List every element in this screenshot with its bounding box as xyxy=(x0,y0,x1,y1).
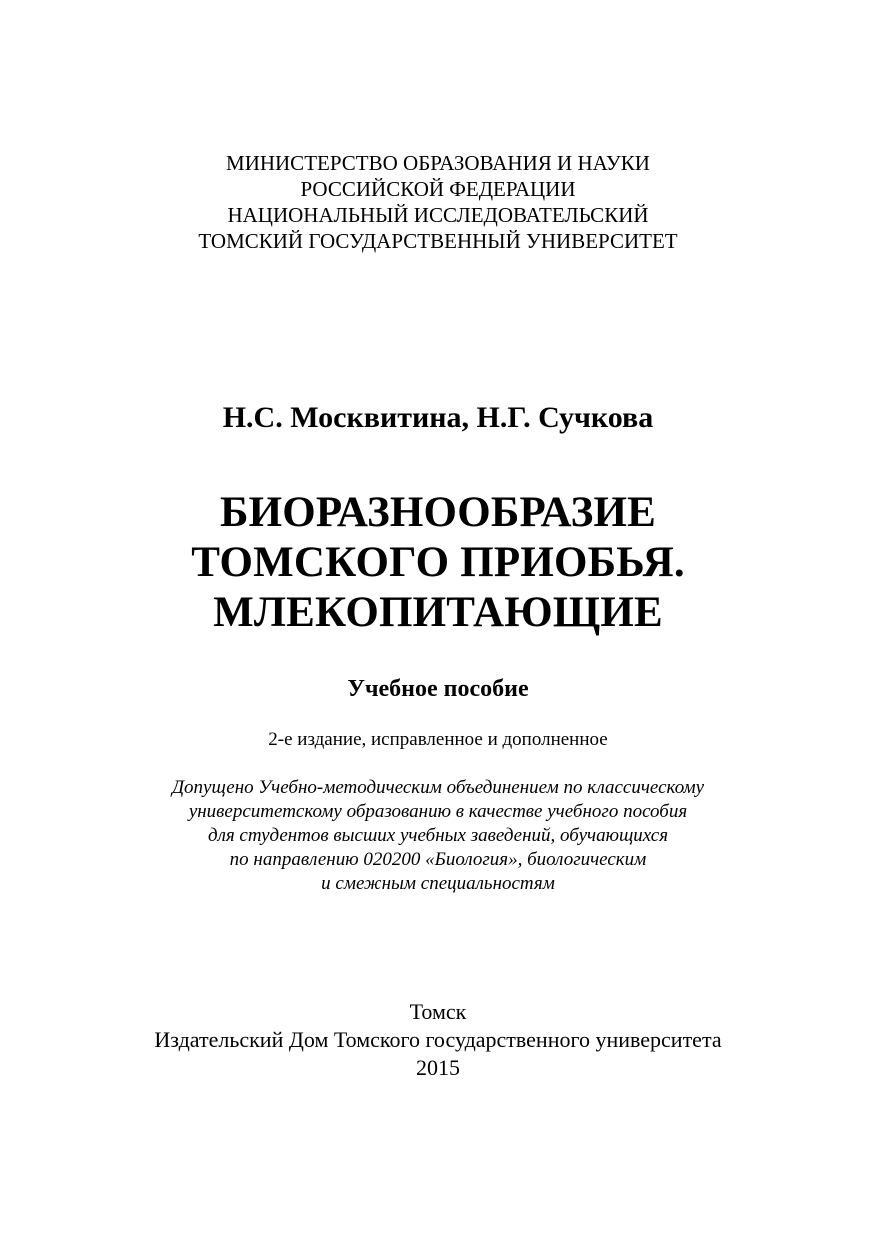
approval-line: Допущено Учебно-методическим объединением по классическому xyxy=(171,777,705,798)
imprint-year: 2015 xyxy=(416,1055,460,1080)
book-title-line: БИОРАЗНООБРАЗИЕ xyxy=(219,489,657,536)
imprint-publisher: Издательский Дом Томского государственного университета xyxy=(154,1027,722,1052)
edition-note xyxy=(0,728,876,752)
book-title xyxy=(0,488,876,638)
institution-line: МИНИСТЕРСТВО ОБРАЗОВАНИЯ И НАУКИ xyxy=(226,151,650,175)
edition-text: 2-е издание, исправленное и дополненное xyxy=(268,729,608,750)
approval-line: для студентов высших учебных заведений, обучающихся xyxy=(207,825,669,846)
approval-line: и смежным специальностям xyxy=(321,873,555,894)
institution-line: НАЦИОНАЛЬНЫЙ ИССЛЕДОВАТЕЛЬСКИЙ xyxy=(227,203,649,227)
institution-line: РОССИЙСКОЙ ФЕДЕРАЦИИ xyxy=(300,177,576,201)
approval-line: университетскому образованию в качестве учебного пособия xyxy=(188,801,688,822)
institution-line: ТОМСКИЙ ГОСУДАРСТВЕННЫЙ УНИВЕРСИТЕТ xyxy=(198,229,678,253)
imprint xyxy=(0,998,876,1082)
imprint-city: Томск xyxy=(409,999,467,1024)
book-title-line: МЛЕКОПИТАЮЩИЕ xyxy=(213,589,663,636)
approval-statement xyxy=(0,776,876,896)
approval-line: по направлению 020200 «Биология», биологическим xyxy=(229,849,647,870)
institution-header xyxy=(0,150,876,254)
subtitle-text: Учебное пособие xyxy=(347,676,529,702)
authors xyxy=(0,398,876,438)
book-subtitle xyxy=(0,674,876,704)
book-title-line: ТОМСКОГО ПРИОБЬЯ. xyxy=(191,539,685,586)
authors-text: Н.С. Москвитина, Н.Г. Сучкова xyxy=(222,401,654,434)
